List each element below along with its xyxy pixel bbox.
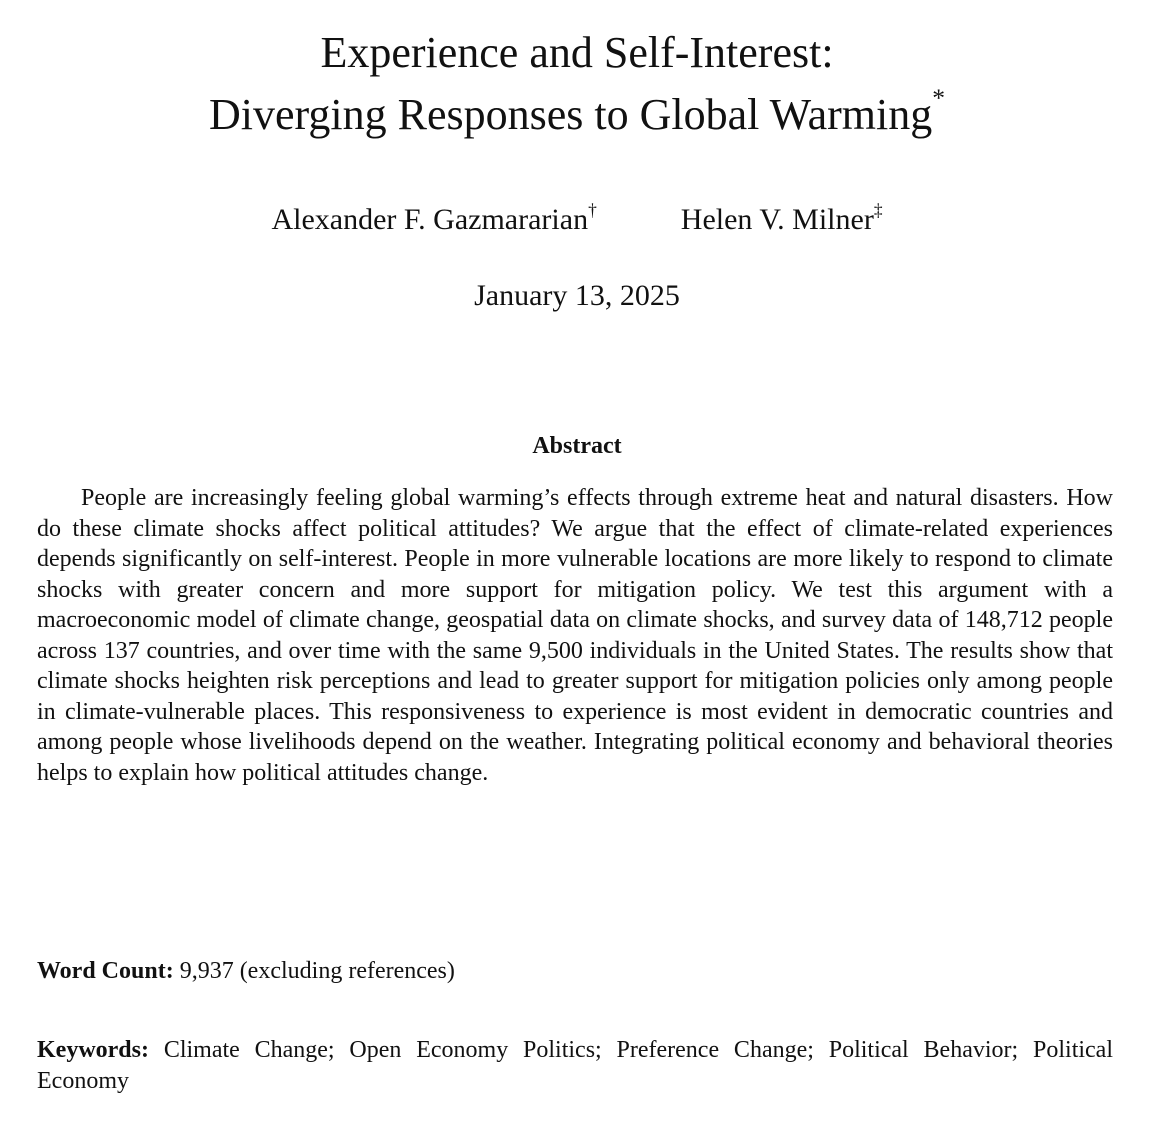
word-count-value: 9,937 (excluding references) (179, 958, 455, 984)
title-footnote-mark: * (932, 83, 945, 113)
word-count-label: Word Count: (37, 958, 174, 984)
author-2 (681, 196, 883, 244)
author-1 (271, 196, 596, 244)
title-line-1: Experience and Self-Interest: (320, 28, 834, 77)
author-2-name: Helen V. Milner (680, 203, 874, 236)
publication-date: January 13, 2025 (474, 279, 680, 312)
author-list (0, 196, 1154, 244)
author-2-footnote-mark: ‡ (873, 199, 883, 220)
title-line-2-text: Diverging Responses to Global Warming (209, 90, 933, 139)
author-1-name: Alexander F. Gazmararian (271, 203, 589, 236)
word-count (37, 956, 1113, 987)
keywords (37, 1035, 1113, 1096)
abstract-text: People are increasingly feeling global warming’s effects through extreme heat and natural disasters. How do these climate shocks affect political attitudes? We argue that the effect of climate-related experiences depends significantly on self-interest. People in more vulnerable locations are more likely to respond to climate shocks with greater concern and more support for mitigation policy. We test this argument with a macroeconomic model of climate change, geospatial data on climate shocks, and survey data of 148,712 people across 137 countries, and over time with the same 9,500 individuals in the United States. The results show that climate shocks heighten risk perceptions and lead to greater support for mitigation policies only among people in climate-vulnerable places. This responsiveness to experience is most evident in democratic countries and among people whose livelihoods depend on the weather. Integrating political economy and behavioral theories helps to explain how political attitudes change. (37, 485, 1113, 786)
abstract-heading: Abstract (532, 433, 622, 459)
paper-title (0, 22, 1154, 146)
keywords-label: Keywords: (37, 1037, 149, 1063)
author-1-footnote-mark: † (588, 199, 597, 220)
keywords-value: Climate Change; Open Economy Politics; Preference Change; Political Behavior; Political Economy (37, 1037, 1113, 1094)
title-line-2 (0, 84, 1154, 146)
